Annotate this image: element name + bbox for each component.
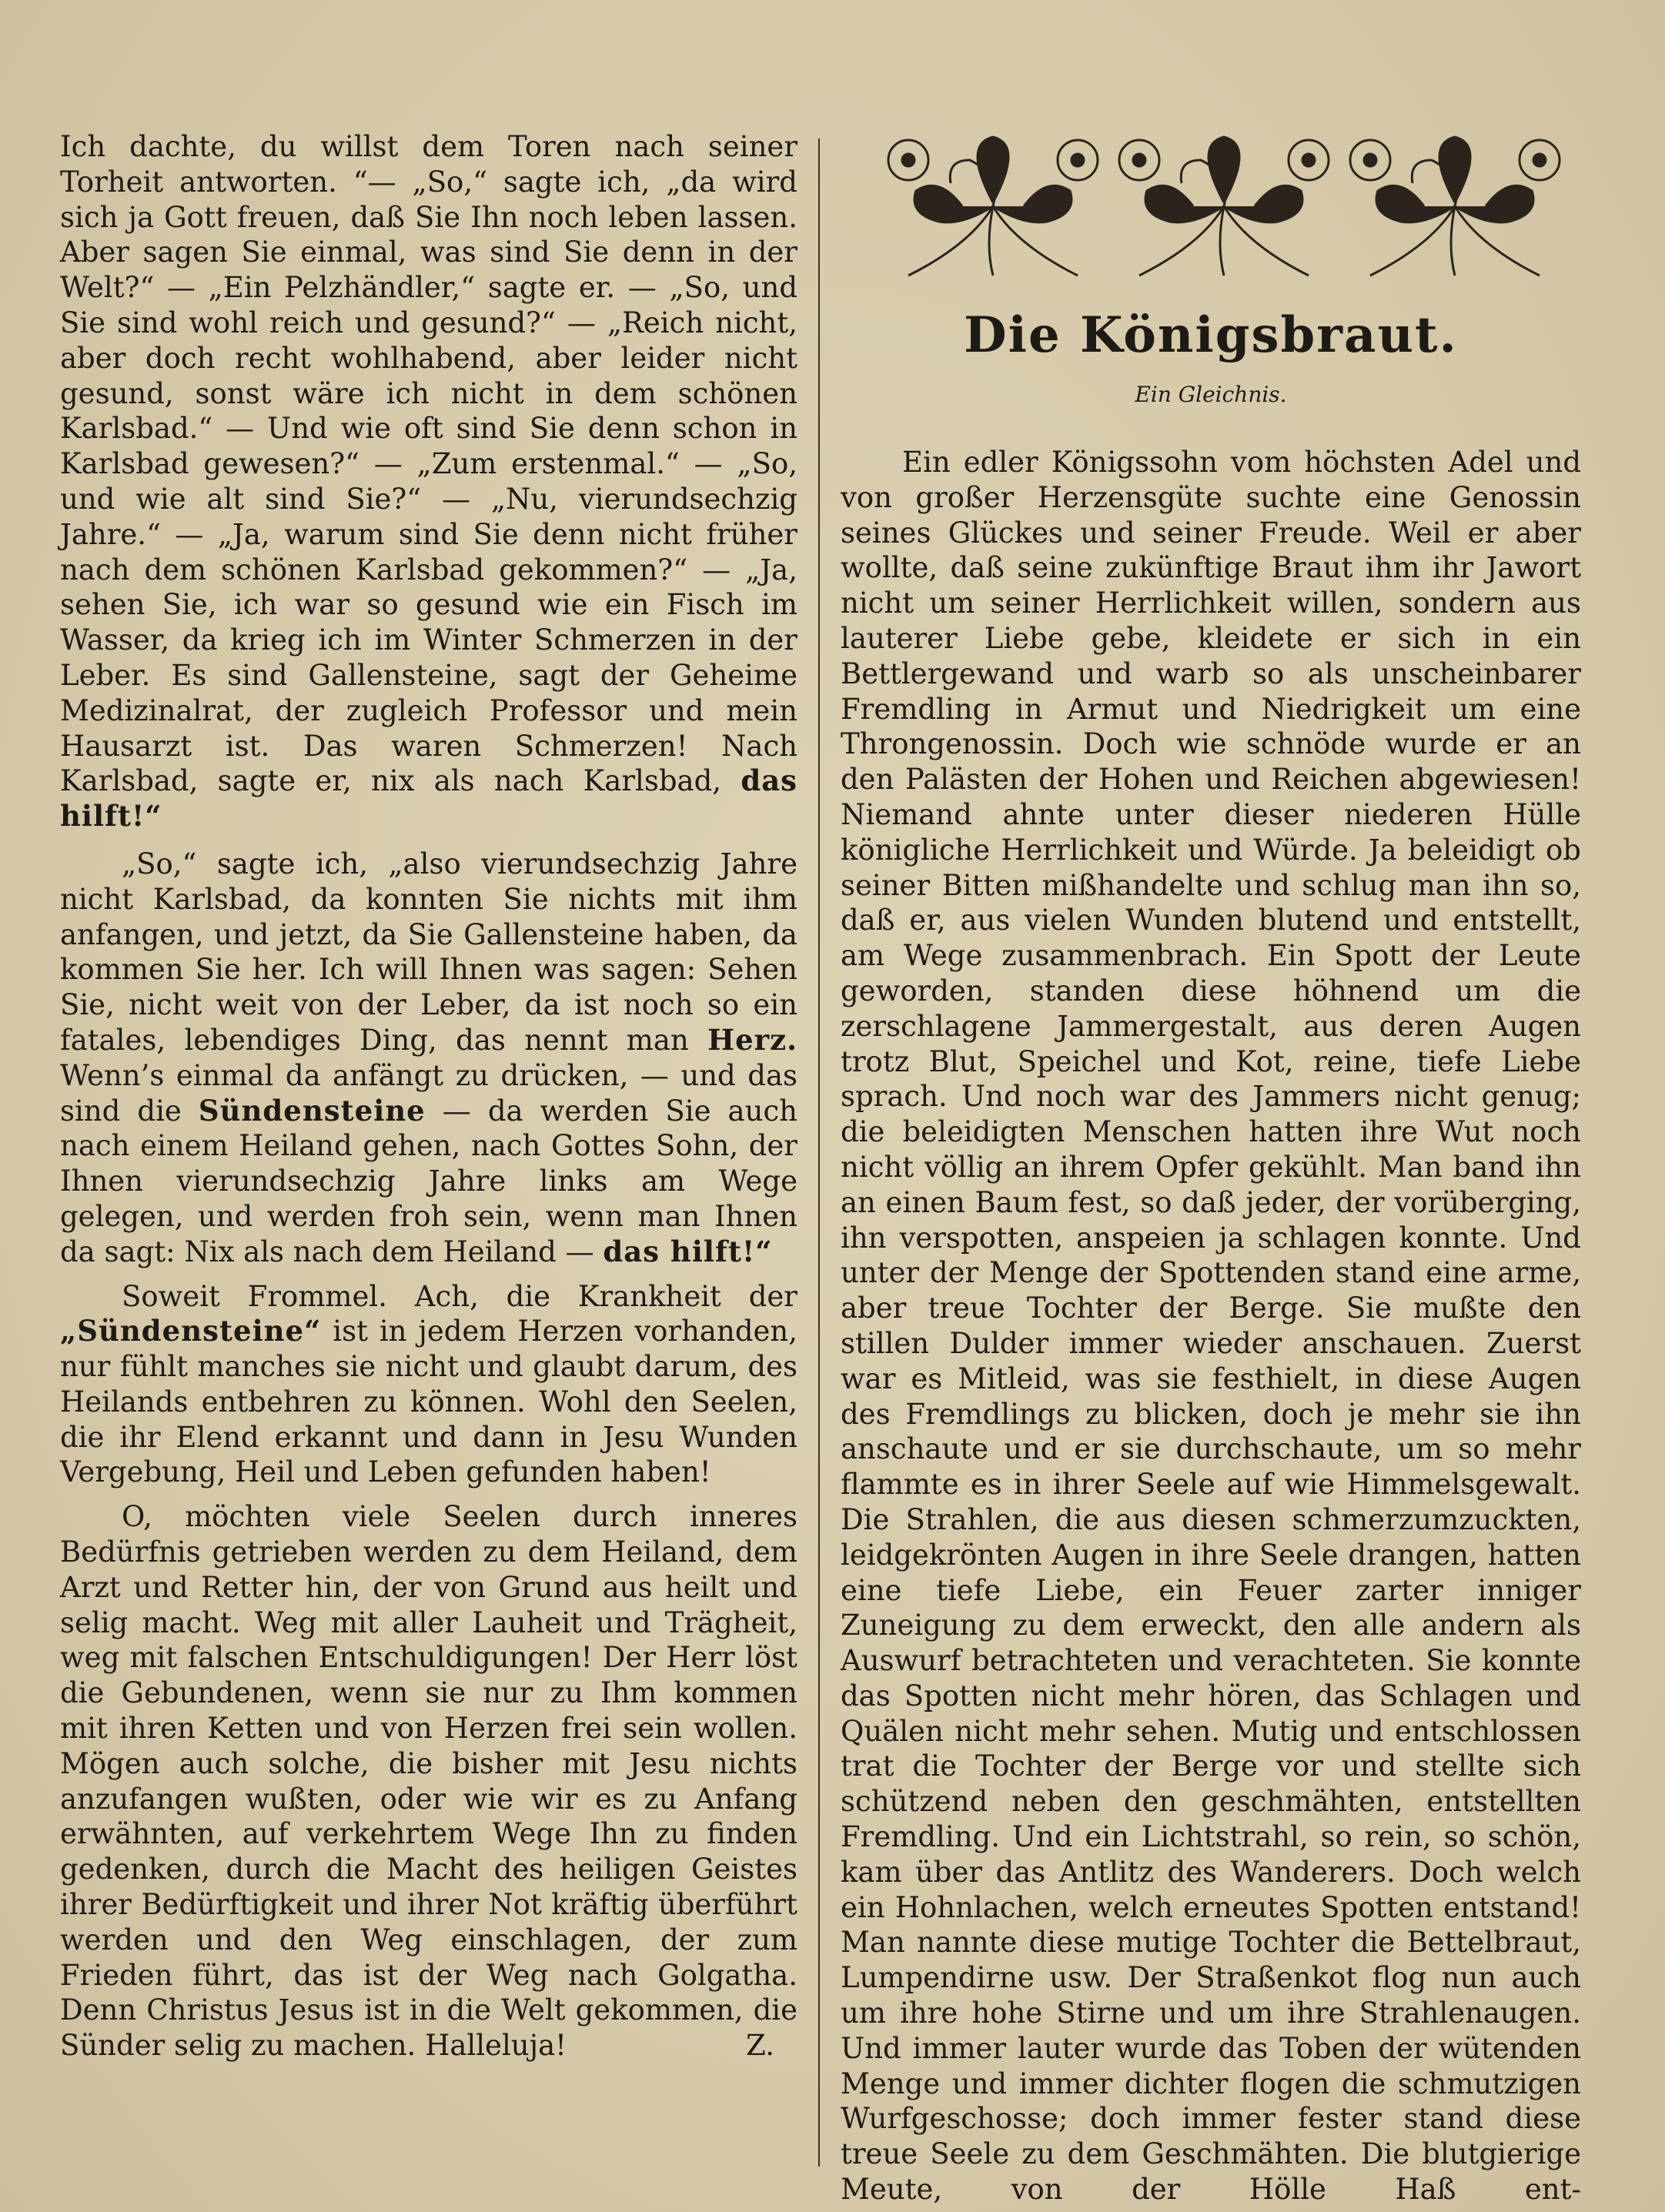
article-title: Die Königsbraut.	[964, 306, 1458, 364]
paragraph: Soweit Frommel. Ach, die Krankheit der „Sündensteine“ ist in jedem Herzen vorhanden, nur fühlt manches sie nicht und glaubt darum, des Heilands entbehren zu können. Wohl den Seelen, die ihr Elend erkannt und dann in Jesu Wunden Vergebung, Heil und Leben gefunden haben!	[60, 1279, 797, 1489]
author-signature: Z.	[746, 2029, 774, 2063]
left-column	[60, 129, 797, 2063]
paragraph: „So,“ sagte ich, „also vierundsechzig Jahre nicht Karlsbad, da konnten Sie nichts mit ihm anfangen, und jetzt, da Sie Gallensteine haben, da kommen Sie her. Ich will Ihnen was sagen: Sehen Sie, nicht weit von der Leber, da ist noch so ein fatales, lebendiges Ding, das nennt man Herz. Wenn’s einmal da anfängt zu drücken, — und das sind die Sündensteine — da werden Sie auch nach einem Heiland gehen, nach Gottes Sohn, der Ihnen vierundsechzig Jahre links am Wege gelegen, und werden froh sein, wenn man Ihnen da sagt: Nix als nach dem Heiland — das hilft!“	[60, 847, 798, 1268]
emphasis-text: Herz.	[707, 1022, 798, 1057]
paragraph: O, möchten viele Seelen durch inneres Bedürfnis getrieben werden zu dem Heiland, dem Arzt und Retter hin, der von Grund aus heilt und selig macht. Weg mit aller Lauheit und Trägheit, weg mit falschen Entschuldigungen! Der Herr löst die Gebundenen, wenn sie nur zu Ihm kommen mit ihren Ketten und von Herzen frei sein wollen. Mögen auch solche, die bisher mit Jesu nichts anzufangen wußten, oder wie wir es zu Anfang erwähnten, auf verkehrtem Wege Ihn zu finden gedenken, durch die Macht des heiligen Geistes ihrer Bedürftigkeit und ihrer Not kräftig überführt werden und den Weg einschlagen, der zum Frieden führt, das ist der Weg nach Golgatha. Denn Christus Jesus ist in die Welt gekommen, die Sünder selig zu machen. Halleluja! Z.	[60, 1500, 797, 2063]
right-column	[841, 445, 1581, 2207]
paragraph: Ein edler Königssohn vom höchsten Adel und von großer Herzensgüte suchte eine Genossin seines Glückes und seiner Freude. Weil er aber wollte, daß seine zukünftige Braut ihm ihr Jawort nicht um seiner Herrlichkeit willen, sondern aus lauterer Liebe gebe, kleidete er sich in ein Bettlergewand und warb so als unscheinbarer Fremdling in Armut und Niedrigkeit um eine Throngenossin. Doch wie schnöde wurde er an den Palästen der Hohen und Reichen abgewiesen! Niemand ahnte unter dieser niederen Hülle königliche Herrlichkeit und Würde. Ja beleidigt ob seiner Bitten mißhandelte und schlug man ihn so, daß er, aus vielen Wunden blutend und entstellt, am Wege zusammenbrach. Ein Spott der Leute geworden, standen diese höhnend um die zerschlagene Jammergestalt, aus deren Augen trotz Blut, Speichel und Kot, reine, tiefe Liebe sprach. Und noch war des Jammers nicht genug; die beleidigten Menschen hatten ihre Wut noch nicht völlig an ihrem Opfer gekühlt. Man band ihn an einen Baum fest, so daß jeder, der vorüberging, ihn verspotten, anspeien ja schlagen konnte. Und unter der Menge der Spottenden stand eine arme, aber treue Tochter der Berge. Sie mußte den stillen Dulder immer wieder anschauen. Zuerst war es Mitleid, was sie festhielt, in diese Augen des Fremdlings zu blicken, doch je mehr sie ihn anschaute und er sie durchschaute, um so mehr flammte es in ihrer Seele auf wie Himmelsgewalt. Die Strahlen, die aus diesen schmerzumzuckten, leidgekrönten Augen in ihre Seele drangen, hatten eine tiefe Liebe, ein Feuer zarter inniger Zuneigung zu dem erweckt, den alle andern als Auswurf betrachteten und verachteten. Sie konnte das Spotten nicht mehr hören, das Schlagen und Quälen nicht mehr sehen. Mutig und entschlossen trat die Tochter der Berge vor und stellte sich schützend neben den geschmähten, entstellten Fremdling. Und ein Lichtstrahl, so rein, so schön, kam über das Antlitz des Wanderers. Doch welch ein Hohnlachen, welch erneutes Spotten entstand! Man nannte diese mutige Tochter die Bettelbraut, Lumpendirne usw. Der Straßenkot flog nun auch um ihre hohe Stirne und um ihre Strahlenaugen. Und immer lauter wurde das Toben der wütenden Menge und immer dichter flogen die schmutzigen Wurfgeschosse; doch immer fester stand diese treue Seele zu dem Geschmähten. Die blutgierige Meute, von der Hölle Haß ent-	[841, 446, 1581, 2207]
emphasis-text: „Sündensteine“	[60, 1314, 322, 1348]
article-subtitle: Ein Gleichnis.	[1135, 382, 1287, 407]
floral-ornament-icon	[878, 129, 1563, 283]
column-divider	[818, 139, 820, 2167]
emphasis-text: das hilft!“	[60, 764, 798, 834]
emphasis-text: das hilft!“	[603, 1234, 773, 1268]
emphasis-text: Sündensteine	[198, 1093, 426, 1128]
paragraph: Ich dachte, du willst dem Toren nach seiner Torheit antworten. “— „So,“ sagte ich, „da wird sich ja Gott freuen, daß Sie Ihn noch leben lassen. Aber sagen Sie einmal, was sind Sie denn in der Welt?“ — „Ein Pelzhändler,“ sagte er. — „So, und Sie sind wohl reich und gesund?“ — „Reich nicht, aber doch recht wohlhabend, aber leider nicht gesund, sonst wäre ich nicht in dem schönen Karlsbad.“ — Und wie oft sind Sie denn schon in Karlsbad gewesen?“ — „Zum erstenmal.“ — „So, und wie alt sind Sie?“ — „Nu, vierundsechzig Jahre.“ — „Ja, warum sind Sie denn nicht früher nach dem schönen Karlsbad gekommen?“ — „Ja, sehen Sie, ich war so gesund wie ein Fisch im Wasser, da krieg ich im Winter Schmerzen in der Leber. Es sind Gallensteine, sagt der Geheime Medizinalrat, der zugleich Professor und mein Hausarzt ist. Das waren Schmerzen! Nach Karlsbad, sagte er, nix als nach Karlsbad, das hilft!“	[60, 130, 798, 834]
